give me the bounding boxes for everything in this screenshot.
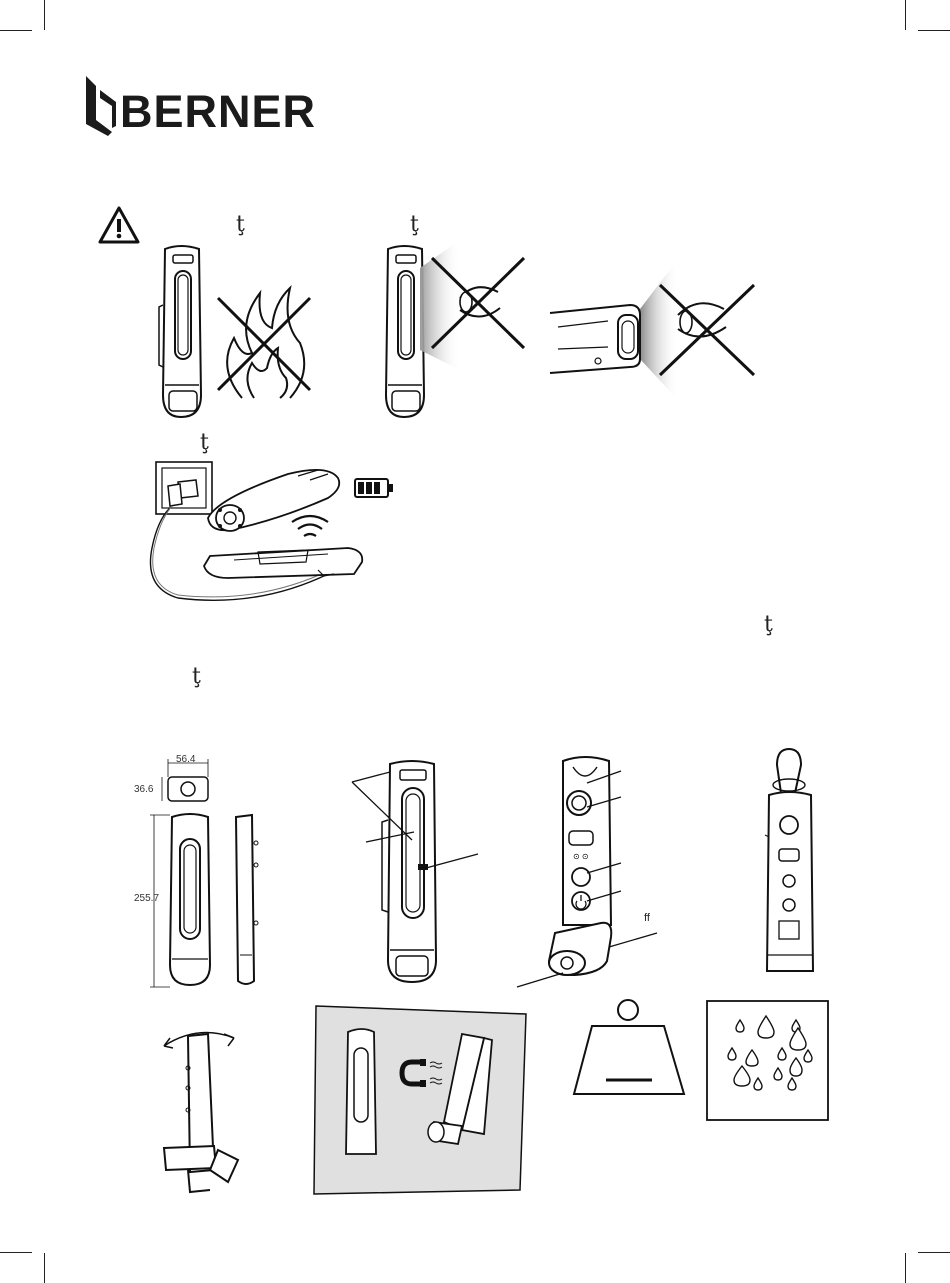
lamp-parts-head (515, 755, 665, 990)
rotation-illustration (158, 1020, 258, 1200)
svg-text:⊙ ⊙: ⊙ ⊙ (573, 852, 589, 861)
warning-icon (98, 206, 140, 244)
battery-icon (354, 478, 394, 498)
no-fire-icon (212, 268, 317, 408)
stray-mark: ţ (410, 212, 419, 237)
dimension-width: 56.4 (176, 754, 196, 765)
crop-mark (918, 30, 950, 31)
crop-mark (0, 1252, 32, 1253)
lamp-head-side-view (548, 255, 768, 400)
no-eye-stare-icon (420, 240, 530, 370)
lamp-parts-front (340, 760, 490, 985)
lamp-with-hook (755, 745, 825, 980)
water-drops-icon (706, 1000, 830, 1122)
crop-mark (44, 1253, 45, 1283)
dimension-drawing (140, 755, 280, 990)
magnet-icon (400, 1058, 448, 1088)
stray-mark: ţ (200, 430, 209, 455)
stray-mark: ţ (764, 612, 773, 637)
magnet-panel (312, 1004, 530, 1194)
brand-logo-mark (82, 74, 122, 136)
dimension-height: 255.7 (134, 893, 160, 904)
crop-mark (905, 0, 906, 30)
wireless-charging-icon (288, 512, 332, 540)
label-ff: ff (644, 912, 650, 924)
crop-mark (905, 1253, 906, 1283)
crop-mark (918, 1252, 950, 1253)
crop-mark (0, 30, 32, 31)
crop-mark (44, 0, 45, 30)
weight-icon (572, 996, 688, 1098)
dimension-depth: 36.6 (134, 784, 154, 795)
stray-mark: ţ (236, 212, 245, 237)
stray-mark: ţ (192, 664, 201, 689)
brand-logo-text: BERNER (120, 86, 317, 137)
lamp-front-view (155, 245, 207, 420)
